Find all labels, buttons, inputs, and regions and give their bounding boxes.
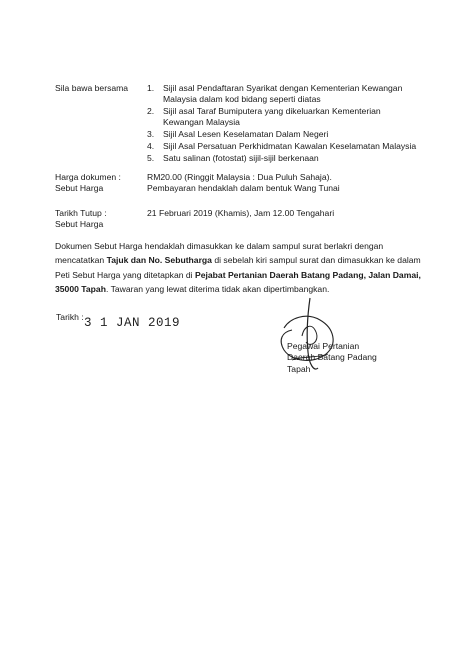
closing-label-sub: Sebut Harga	[55, 219, 104, 229]
paragraph-line: Dokumen Sebut Harga hendaklah dimasukkan ke dalam sampul surat berlakri dengan	[55, 241, 384, 251]
price-label: Harga dokumen :	[55, 172, 121, 182]
paragraph-line: mencatatkan Tajuk dan No. Sebutharga di sebelah kiri sampul surat dan dimasukkan ke dalam	[55, 255, 421, 265]
paragraph-line: 35000 Tapah. Tawaran yang lewat diterima tidak akan dipertimbangkan.	[55, 284, 330, 294]
closing-value: 21 Februari 2019 (Khamis), Jam 12.00 Tengahari	[147, 208, 335, 218]
list-item-text: Kewangan Malaysia	[163, 117, 240, 127]
payment-note: Pembayaran hendaklah dalam bentuk Wang Tunai	[147, 183, 340, 193]
list-item-text: Satu salinan (fotostat) sijil-sijil berkenaan	[163, 153, 319, 163]
signatory-town: Tapah	[287, 364, 311, 374]
list-item-number: 3.	[147, 129, 155, 139]
closing-label: Tarikh Tutup :	[55, 208, 107, 218]
list-item-text: Sijil asal Pendaftaran Syarikat dengan Kementerian Kewangan	[163, 83, 403, 93]
date-stamp: 3 1 JAN 2019	[84, 316, 181, 330]
list-item-number: 1.	[147, 83, 155, 93]
price-label-sub: Sebut Harga	[55, 183, 104, 193]
list-item-number: 5.	[147, 153, 155, 163]
list-item-text: Sijil asal Taraf Bumiputera yang dikeluarkan Kementerian	[163, 106, 381, 116]
list-item-text: Malaysia dalam kod bidang seperti diatas	[163, 94, 321, 104]
list-item-text: Sijil Asal Persatuan Perkhidmatan Kawalan Keselamatan Malaysia	[163, 141, 417, 151]
signatory-district: Daerah Batang Padang	[287, 352, 377, 362]
list-item-text: Sijil Asal Lesen Keselamatan Dalam Negeri	[163, 129, 329, 139]
date-label: Tarikh :	[56, 312, 84, 322]
signatory-title: Pegawai Pertanian	[287, 341, 360, 351]
requirements-label: Sila bawa bersama	[55, 83, 129, 93]
price-value: RM20.00 (Ringgit Malaysia : Dua Puluh Sahaja).	[147, 172, 332, 182]
paragraph-line: Peti Sebut Harga yang ditetapkan di Pejabat Pertanian Daerah Batang Padang, Jalan Damai,	[55, 270, 421, 280]
list-item-number: 2.	[147, 106, 155, 116]
list-item-number: 4.	[147, 141, 155, 151]
